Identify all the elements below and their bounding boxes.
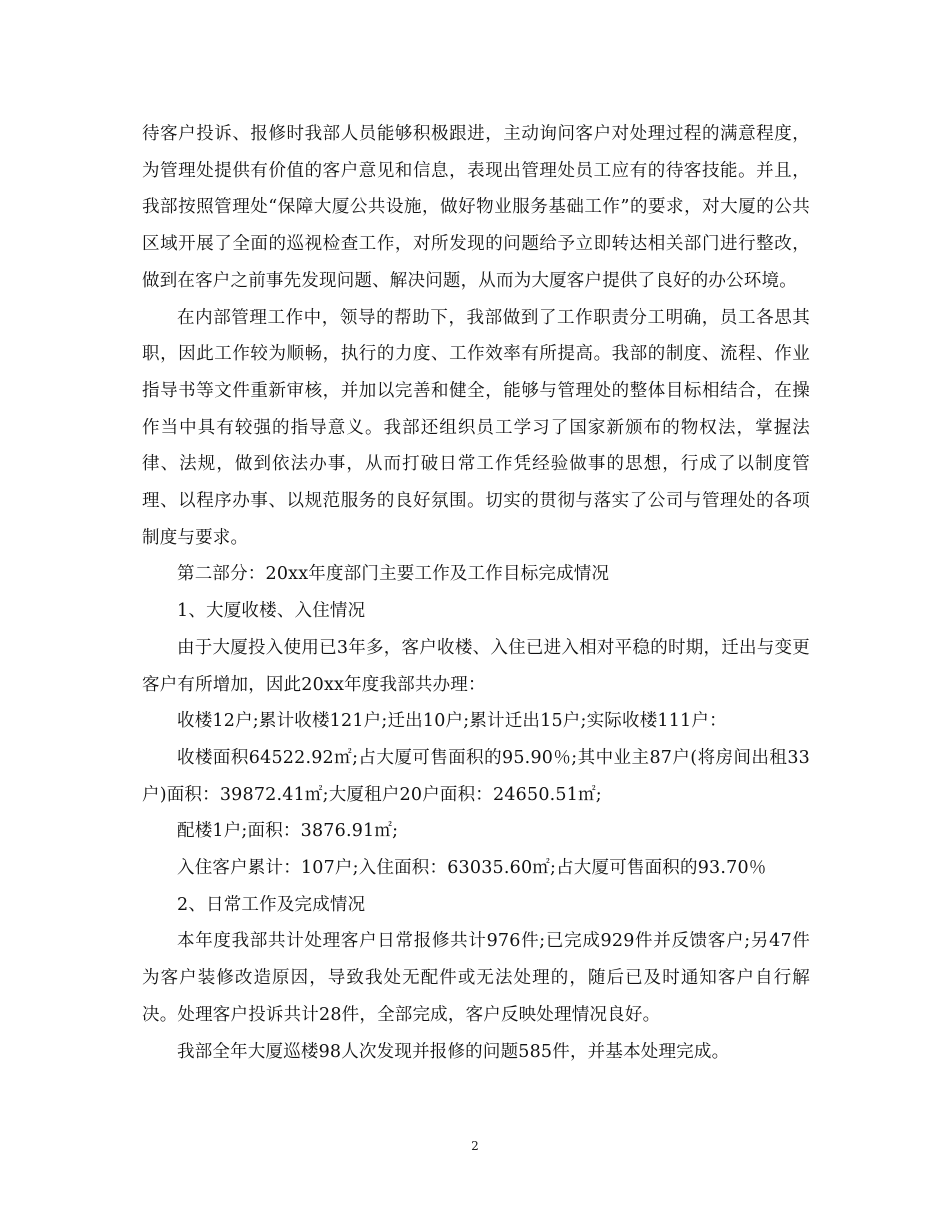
paragraph-inspections: 我部全年大厦巡楼98人次发现并报修的问题585件，并基本处理完成。: [177, 1041, 730, 1062]
paragraph-move-in-intro: 由于大厦投入使用已3年多，客户收楼、入住已进入相对平稳的时期，迁出与变更客户有所增加，因此20xx年度我部共办理：: [142, 637, 810, 695]
stat-line-annex: 配楼1户;面积：3876.91㎡;: [177, 821, 399, 842]
paragraph-1: 待客户投诉、报修时我部人员能够积极跟进，主动询问客户对处理过程的满意程度，为管理处提供有价值的客户意见和信息，表现出管理处员工应有的待客技能。并且，我部按照管理处“保障大厦公共设施，做好物业服务基础工作”的要求，对大厦的公共区域开展了全面的巡视检查工作，对所发现的问题给予立即转达相关部门进行整改，做到在客户之前事先发现问题、解决问题，从而为大厦客户提供了良好的办公环境。: [142, 124, 810, 291]
subheading-daily-work: 2、日常工作及完成情况: [177, 894, 366, 915]
paragraph-repairs: 本年度我部共计处理客户日常报修共计976件;已完成929件并反馈客户;另47件为客户装修改造原因，导致我处无配件或无法处理的，随后已及时通知客户自行解决。处理客户投诉共计28件，全部完成，客户反映处理情况良好。: [142, 931, 810, 1025]
stat-line-handover-area: 收楼面积64522.92㎡;占大厦可售面积的95.90％;其中业主87户(将房间出租33户)面积：39872.41㎡;大厦租户20户面积：24650.51㎡;: [142, 747, 810, 805]
section-heading-part-two: 第二部分：20xx年度部门主要工作及工作目标完成情况: [177, 564, 610, 585]
stat-line-occupancy: 入住客户累计：107户;入住面积：63035.60㎡;占大厦可售面积的93.70％: [177, 858, 767, 879]
paragraph-2: 在内部管理工作中，领导的帮助下，我部做到了工作职责分工明确，员工各思其职，因此工作较为顺畅，执行的力度、工作效率有所提高。我部的制度、流程、作业指导书等文件重新审核，并加以完善和健全，能够与管理处的整体目标相结合，在操作当中具有较强的指导意义。我部还组织员工学习了国家新颁布的物权法，掌握法律、法规，做到依法办事，从而打破日常工作凭经验做事的思想，行成了以制度管理、以程序办事、以规范服务的良好氛围。切实的贯彻与落实了公司与管理处的各项制度与要求。: [142, 307, 810, 548]
body-text: [142, 116, 810, 1070]
page-number: 2: [471, 1139, 479, 1153]
stat-line-handover-count: 收楼12户;累计收楼121户;迁出10户;累计迁出15户;实际收楼111户：: [177, 711, 727, 732]
subheading-move-in: 1、大厦收楼、入住情况: [177, 601, 366, 622]
